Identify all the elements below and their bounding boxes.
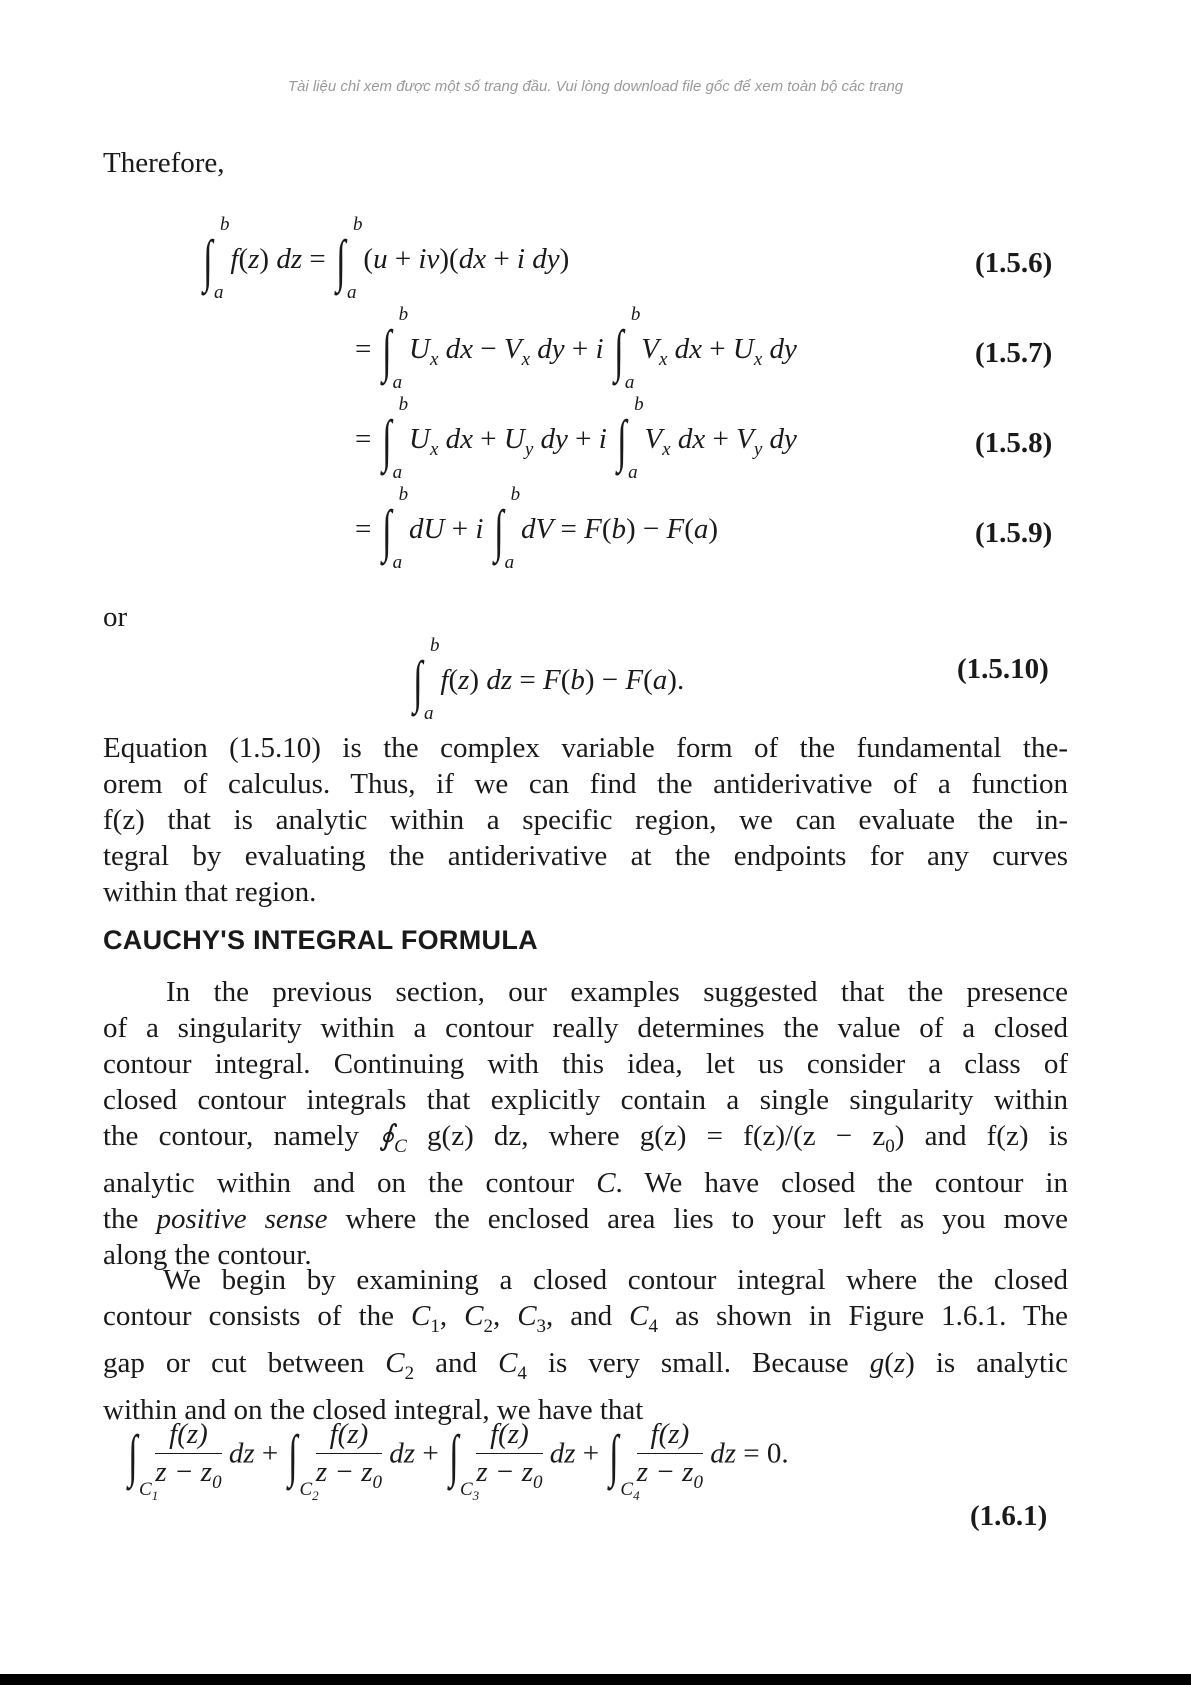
paragraph-line: In the previous section, our examples suggested that the presence: [166, 976, 1068, 1008]
equation-1-6-1: ∫ $C_1$ $\frac{f(z)}{z - z_0}$ dz + ∫ $C_2$ $\frac{f(z)}{z - z_0}$ dz + ∫ $C_3$ $\frac{f(z)}{z - z_0}$ dz + ∫ $C_4$ $\frac{f(z)}{z - z_0}$ dz = 0.: [128, 1418, 789, 1503]
therefore-label: Therefore,: [103, 147, 225, 179]
equation-number-1-5-10: (1.5.10): [957, 653, 1049, 685]
equation-number-1-5-8: (1.5.8): [975, 427, 1053, 459]
page-bottom-border: [0, 1674, 1191, 1685]
or-label: or: [103, 601, 128, 633]
paragraph-line: contour consists of the $C_1$, $C_2$, $C_3$, and $C_4$ as shown in Figure 1.6.1. The: [103, 1300, 1068, 1337]
paragraph-cauchy-intro: [103, 974, 1068, 1273]
paragraph-line: Equation (1.5.10) is the complex variable form of the fundamental the-: [103, 732, 1068, 764]
paragraph-line: analytic within and on the contour C. We have closed the contour in: [103, 1166, 1068, 1199]
equation-number-1-5-9: (1.5.9): [975, 517, 1053, 549]
equation-number-1-6-1: (1.6.1): [970, 1500, 1048, 1532]
equation-1-5-7: = ∫ b a $U_x$ dx − $V_x$ dy + i ∫ b a $V_x$ dx + $U_x$ dy: [355, 304, 797, 393]
section-heading: CAUCHY'S INTEGRAL FORMULA: [103, 925, 538, 955]
paragraph-line: We begin by examining a closed contour integral where the closed: [163, 1264, 1068, 1296]
paragraph-line: orem of calculus. Thus, if we can find the antiderivative of a function: [103, 768, 1068, 800]
paragraph-line: within and on the closed integral, we have that: [103, 1393, 644, 1426]
emphasis-positive-sense: positive sense: [156, 1202, 328, 1235]
paragraph-line: gap or cut between $C_2$ and $C_4$ is very small. Because g(z) is analytic: [103, 1346, 1069, 1384]
paragraph-line: within that region.: [103, 876, 317, 908]
paragraph-fundamental-theorem: [103, 730, 1068, 910]
paragraph-line: of a singularity within a contour really determines the value of a closed: [103, 1012, 1068, 1044]
equation-1-5-10: ∫ b a f(z) dz = F(b) − F(a).: [413, 635, 685, 724]
equation-1-5-8: = ∫ b a $U_x$ dx + $U_y$ dy + i ∫ b a $V_x$ dx + $V_y$ dy: [355, 394, 797, 483]
equation-1-5-9: = ∫ b a dU + i ∫ b a dV = F(b) − F(a): [355, 484, 719, 573]
equation-number-1-5-6: (1.5.6): [975, 247, 1053, 279]
watermark-banner: Tài liệu chỉ xem được một số trang đầu. Vui lòng download file gốc để xem toàn bộ các trang: [287, 78, 904, 95]
paragraph-closed-contour: [103, 1262, 1068, 1428]
paragraph-line: along the contour.: [103, 1238, 312, 1271]
paragraph-line: the positive sense where the enclosed area lies to your left as you move: [103, 1202, 1069, 1235]
paragraph-line: the contour, namely $∮_C$ g(z) dz, where $g(z) = f(z)/(z - z_0)$ and f(z) is: [103, 1120, 1069, 1157]
paragraph-line: tegral by evaluating the antiderivative at the endpoints for any curves: [103, 840, 1068, 872]
equation-number-1-5-7: (1.5.7): [975, 337, 1053, 369]
paragraph-line: f(z) that is analytic within a specific region, we can evaluate the in-: [103, 804, 1068, 836]
paragraph-line: contour integral. Continuing with this idea, let us consider a class of: [103, 1048, 1068, 1080]
equation-1-5-6: ∫ b a f(z) dz = ∫ b a (u + iv)(dx + i dy): [203, 214, 570, 303]
paragraph-line: closed contour integrals that explicitly contain a single singularity within: [103, 1084, 1068, 1116]
